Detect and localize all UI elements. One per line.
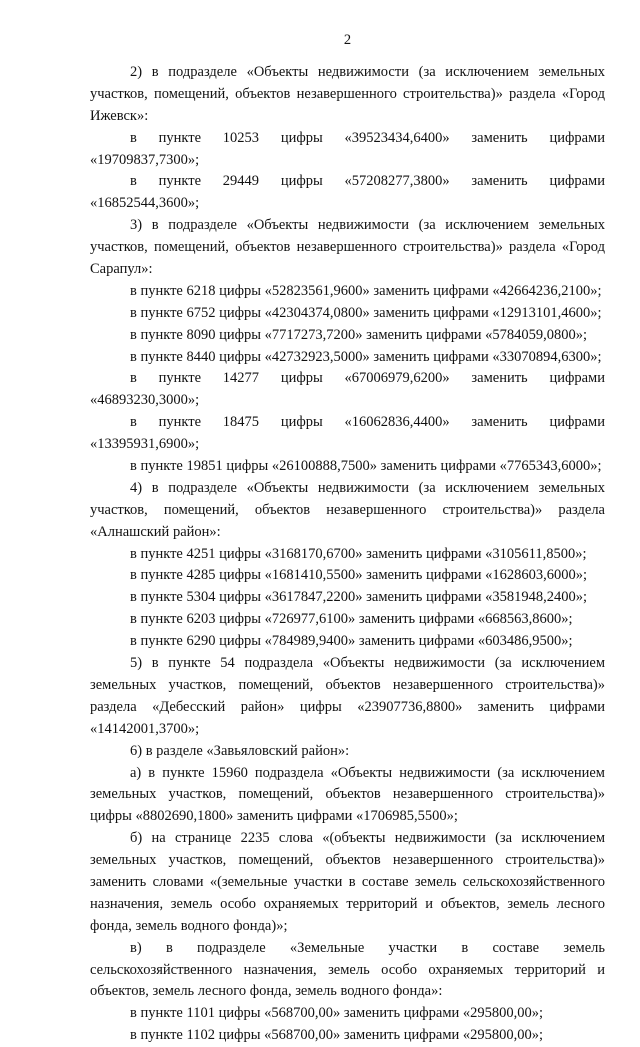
text-line: в пункте 14277 цифры «67006979,6200» заменить цифрами	[130, 370, 605, 387]
text-line: 5) в пункте 54 подраздела «Объекты недвижимости (за исключением	[130, 655, 605, 672]
text-line: в пункте 18475 цифры «16062836,4400» заменить цифрами	[130, 414, 605, 431]
text-line: земельных участков, помещений, объектов незавершенного строительства)»	[90, 676, 605, 693]
text-line: «16852544,3600»;	[90, 195, 200, 212]
text-line: земельных участков, помещений, объектов незавершенного строительства)»	[90, 852, 605, 869]
text-line: в пункте 6203 цифры «726977,6100» заменить цифрами «668563,8600»;	[130, 611, 573, 628]
text-line: объектов, земель лесного фонда, земель водного фонда»:	[90, 983, 443, 1000]
text-line: в) в подразделе «Земельные участки в составе земель	[130, 939, 605, 956]
text-line: б) на странице 2235 слова «(объекты недвижимости (за исключением	[130, 830, 605, 847]
text-line: заменить словами «(земельные участки в составе земель сельскохозяйственного	[90, 873, 605, 890]
text-line: в пункте 10253 цифры «39523434,6400» заменить цифрами	[130, 129, 605, 146]
text-line: Сарапул»:	[90, 261, 153, 278]
text-line: «14142001,3700»;	[90, 720, 200, 737]
text-line: в пункте 5304 цифры «3617847,2200» заменить цифрами «3581948,2400»;	[130, 589, 588, 606]
text-line: 2) в подразделе «Объекты недвижимости (за исключением земельных	[130, 64, 605, 80]
text-line: в пункте 6218 цифры «52823561,9600» заменить цифрами «42664236,2100»;	[130, 282, 602, 299]
text-line: 3) в подразделе «Объекты недвижимости (за исключением земельных	[130, 217, 605, 234]
text-line: в пункте 1102 цифры «568700,00» заменить цифрами «295800,00»;	[130, 1027, 544, 1044]
text-line: в пункте 4285 цифры «1681410,5500» заменить цифрами «1628603,6000»;	[130, 567, 588, 584]
text-line: в пункте 8090 цифры «7717273,7200» заменить цифрами «5784059,0800»;	[130, 326, 588, 343]
text-line: а) в пункте 15960 подраздела «Объекты недвижимости (за исключением	[130, 764, 605, 781]
text-line: Ижевск»:	[90, 107, 149, 124]
text-line: «19709837,7300»;	[90, 151, 200, 168]
text-line: участков, помещений, объектов незавершенного строительства)» раздела	[90, 501, 605, 518]
text-line: раздела «Дебесский район» цифры «23907736,8800» заменить цифрами	[90, 698, 605, 715]
text-line: фонда, земель водного фонда)»;	[90, 917, 288, 934]
text-line: «Алнашский район»:	[90, 523, 221, 540]
document-body	[90, 62, 605, 1047]
text-line: сельскохозяйственного назначения, земель особо охраняемых территорий и	[90, 961, 605, 978]
text-line: в пункте 6290 цифры «784989,9400» заменить цифрами «603486,9500»;	[130, 633, 573, 650]
text-line: земельных участков, помещений, объектов незавершенного строительства)»	[90, 786, 605, 803]
text-line: «13395931,6900»;	[90, 436, 200, 453]
text-line: в пункте 19851 цифры «26100888,7500» заменить цифрами «7765343,6000»;	[130, 458, 602, 475]
text-line: в пункте 4251 цифры «3168170,6700» заменить цифрами «3105611,8500»;	[130, 545, 587, 562]
text-line: назначения, земель особо охраняемых территорий и объектов, земель лесного	[90, 895, 605, 912]
text-line: 4) в подразделе «Объекты недвижимости (за исключением земельных	[130, 479, 605, 496]
text-line: в пункте 29449 цифры «57208277,3800» заменить цифрами	[130, 173, 605, 190]
text-line: в пункте 8440 цифры «42732923,5000» заменить цифрами «33070894,6300»;	[130, 348, 602, 365]
text-line: участков, помещений, объектов незавершенного строительства)» раздела «Город	[90, 239, 605, 256]
text-line: участков, помещений, объектов незавершенного строительства)» раздела «Город	[90, 85, 605, 102]
text-line: «46893230,3000»;	[90, 392, 200, 409]
text-line: в пункте 6752 цифры «42304374,0800» заменить цифрами «12913101,4600»;	[130, 304, 602, 321]
text-line: в пункте 1101 цифры «568700,00» заменить цифрами «295800,00»;	[130, 1005, 544, 1022]
page-number: 2	[343, 32, 352, 48]
text-line: 6) в разделе «Завьяловский район»:	[130, 742, 350, 759]
document-page	[90, 0, 605, 1044]
text-line: цифры «8802690,1800» заменить цифрами «1706985,5500»;	[90, 808, 458, 825]
